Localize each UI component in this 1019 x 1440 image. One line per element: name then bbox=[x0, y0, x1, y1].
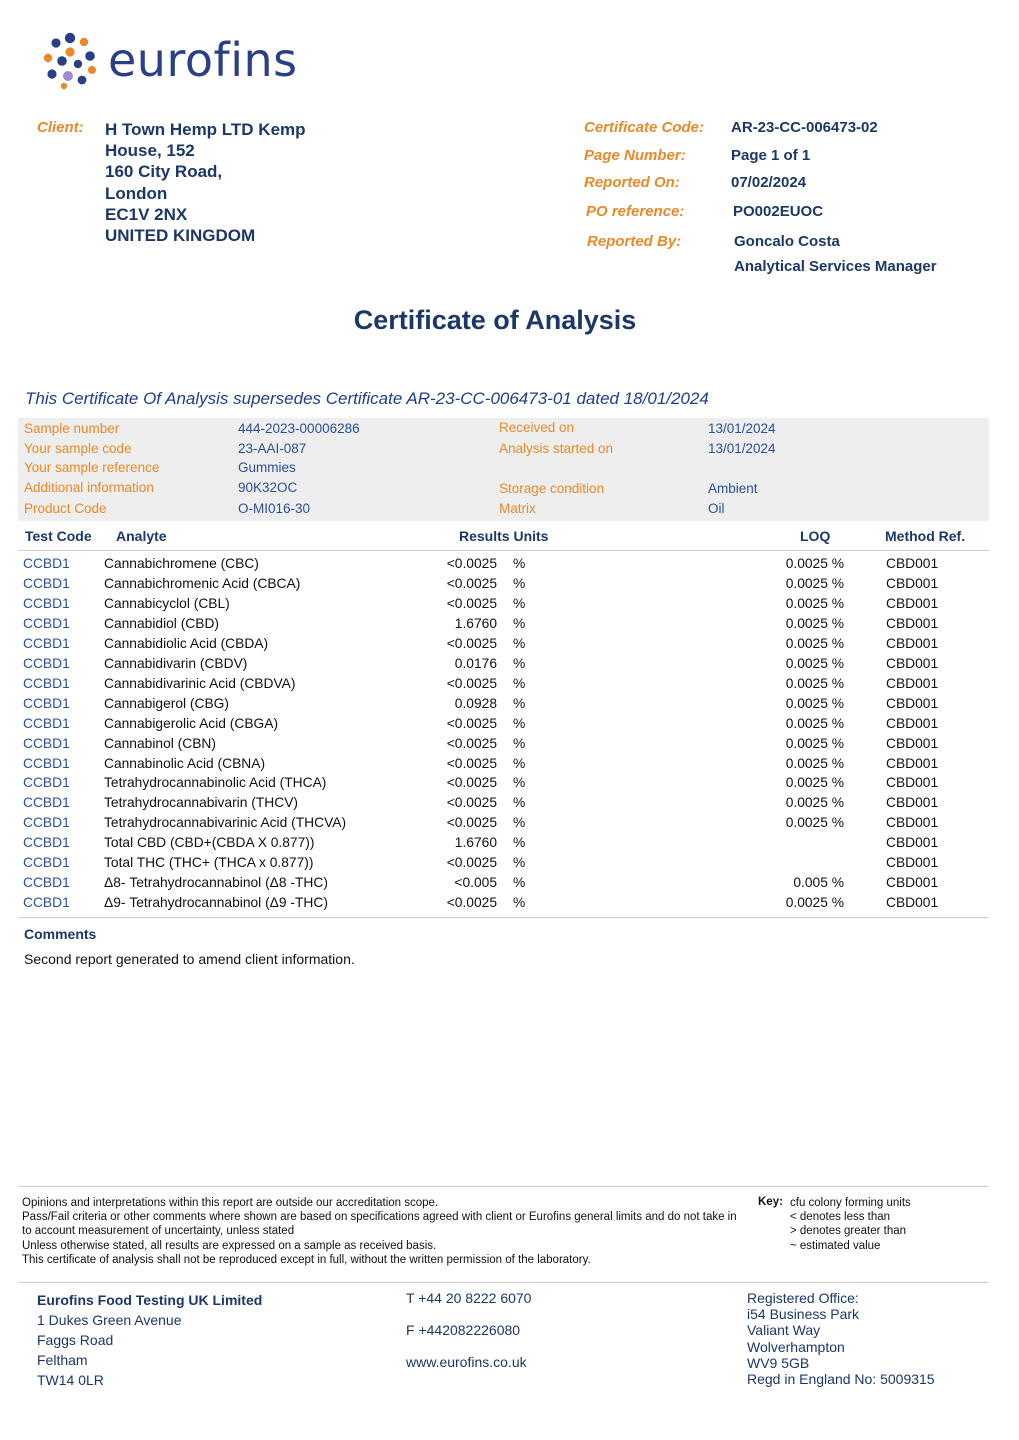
cell-result: <0.005 bbox=[454, 875, 497, 891]
registered-office-line: Wolverhampton bbox=[747, 1338, 845, 1355]
cell-test-code: CCBD1 bbox=[23, 835, 70, 851]
comments-heading: Comments bbox=[24, 926, 97, 942]
cell-test-code: CCBD1 bbox=[23, 635, 70, 651]
cell-unit: % bbox=[513, 775, 526, 791]
reported-by: Goncalo Costa bbox=[734, 233, 840, 250]
reported-on-label: Reported On: bbox=[584, 174, 680, 191]
lab-address-line: Faggs Road bbox=[37, 1332, 114, 1348]
key-legend bbox=[790, 1196, 911, 1253]
th-method-ref: Method Ref. bbox=[885, 528, 966, 544]
cell-unit: % bbox=[513, 695, 526, 711]
cell-loq: 0.0025 % bbox=[785, 655, 844, 671]
cell-loq: 0.0025 % bbox=[785, 895, 844, 911]
table-row bbox=[0, 636, 1019, 656]
storage-condition-label: Storage condition bbox=[499, 481, 605, 496]
table-row bbox=[0, 875, 1019, 895]
registered-office-line: Valiant Way bbox=[747, 1322, 821, 1339]
cell-analyte: Cannabinol (CBN) bbox=[104, 735, 216, 751]
cell-unit: % bbox=[513, 795, 526, 811]
lab-phone: T +44 20 8222 6070 bbox=[406, 1290, 532, 1306]
lab-address bbox=[37, 1290, 262, 1390]
reported-by-role: Analytical Services Manager bbox=[734, 258, 937, 275]
th-test-code: Test Code bbox=[25, 528, 92, 544]
your-sample-reference-label: Your sample reference bbox=[24, 460, 160, 475]
client-label: Client: bbox=[37, 119, 84, 136]
cell-loq: 0.0025 % bbox=[785, 635, 844, 651]
po-reference: PO002EUOC bbox=[733, 203, 824, 220]
cell-result: 1.6760 bbox=[454, 835, 497, 851]
lab-website-link[interactable]: www.eurofins.co.uk bbox=[406, 1354, 527, 1370]
your-sample-code-label: Your sample code bbox=[24, 441, 132, 456]
cell-test-code: CCBD1 bbox=[23, 575, 70, 591]
certificate-code-label: Certificate Code: bbox=[584, 119, 705, 136]
table-row bbox=[0, 696, 1019, 716]
table-row bbox=[0, 855, 1019, 875]
sample-info-box bbox=[18, 418, 989, 521]
cell-loq: 0.0025 % bbox=[785, 735, 844, 751]
key-line: cfu colony forming units bbox=[790, 1197, 911, 1209]
cell-analyte: Δ8- Tetrahydrocannabinol (Δ8 -THC) bbox=[104, 875, 328, 891]
cell-method-ref: CBD001 bbox=[886, 755, 939, 771]
cell-result: <0.0025 bbox=[446, 715, 497, 731]
cell-method-ref: CBD001 bbox=[886, 575, 939, 591]
registered-office-line: WV9 5GB bbox=[747, 1354, 810, 1371]
th-results-units: Results Units bbox=[459, 528, 549, 544]
cell-method-ref: CBD001 bbox=[886, 795, 939, 811]
cell-result: <0.0025 bbox=[446, 675, 497, 691]
cell-unit: % bbox=[513, 815, 526, 831]
cell-analyte: Tetrahydrocannabinolic Acid (THCA) bbox=[104, 775, 327, 791]
cell-loq: 0.0025 % bbox=[785, 815, 844, 831]
page-title: Certificate of Analysis bbox=[353, 305, 637, 335]
key-line: < denotes less than bbox=[790, 1211, 891, 1224]
cell-test-code: CCBD1 bbox=[23, 795, 70, 811]
cell-result: 0.0928 bbox=[454, 695, 497, 711]
cell-loq: 0.0025 % bbox=[785, 556, 844, 571]
cell-result: <0.0025 bbox=[446, 575, 497, 591]
cell-method-ref: CBD001 bbox=[886, 635, 939, 651]
cell-analyte: Cannabidiolic Acid (CBDA) bbox=[104, 635, 269, 651]
cell-result: <0.0025 bbox=[446, 735, 497, 751]
cell-result: 0.0176 bbox=[454, 655, 497, 671]
cell-result: <0.0025 bbox=[446, 795, 497, 811]
cell-method-ref: CBD001 bbox=[886, 715, 939, 731]
cell-test-code: CCBD1 bbox=[23, 875, 70, 891]
your-sample-reference: Gummies bbox=[238, 460, 296, 475]
received-on: 13/01/2024 bbox=[708, 421, 776, 436]
cell-unit: % bbox=[513, 615, 526, 631]
cell-unit: % bbox=[513, 575, 526, 591]
cell-analyte: Δ9- Tetrahydrocannabinol (Δ9 -THC) bbox=[104, 895, 328, 911]
cell-unit: % bbox=[513, 895, 526, 911]
cell-method-ref: CBD001 bbox=[886, 595, 939, 611]
cell-result: <0.0025 bbox=[446, 635, 497, 651]
sample-number: 444-2023-00006286 bbox=[238, 421, 360, 436]
cell-analyte: Cannabigerol (CBG) bbox=[104, 695, 229, 711]
cell-test-code: CCBD1 bbox=[23, 675, 70, 691]
your-sample-code: 23-AAI-087 bbox=[238, 441, 307, 456]
cell-result: 1.6760 bbox=[454, 615, 497, 631]
reported-on: 07/02/2024 bbox=[731, 174, 807, 191]
cell-analyte: Tetrahydrocannabivarin (THCV) bbox=[104, 795, 298, 811]
cell-test-code: CCBD1 bbox=[23, 695, 70, 711]
cell-unit: % bbox=[513, 715, 526, 731]
table-row bbox=[0, 556, 1019, 576]
table-row bbox=[0, 795, 1019, 815]
cell-unit: % bbox=[513, 835, 526, 851]
disclaimer-line: Unless otherwise stated, all results are expressed on a sample as received basis. bbox=[22, 1239, 437, 1252]
page-number-label: Page Number: bbox=[584, 147, 686, 164]
key-label: Key: bbox=[758, 1196, 783, 1208]
product-code: O-MI016-30 bbox=[238, 501, 311, 516]
table-row bbox=[0, 656, 1019, 676]
table-row bbox=[0, 676, 1019, 696]
logo-wordmark: eurofins bbox=[108, 33, 298, 87]
cell-analyte: Cannabidivarinic Acid (CBDVA) bbox=[104, 675, 296, 691]
lab-address-line: Feltham bbox=[37, 1352, 88, 1368]
cell-loq: 0.0025 % bbox=[785, 595, 844, 611]
reported-by-label: Reported By: bbox=[587, 233, 682, 250]
client-address-line: 160 City Road, bbox=[105, 162, 223, 182]
cell-loq: 0.0025 % bbox=[785, 775, 844, 791]
cell-unit: % bbox=[513, 755, 526, 771]
sample-number-label: Sample number bbox=[24, 421, 120, 436]
disclaimer-line: This certificate of analysis shall not be reproduced except in full, without the written permission of the laboratory. bbox=[22, 1253, 591, 1266]
disclaimer bbox=[22, 1196, 747, 1267]
cell-test-code: CCBD1 bbox=[23, 755, 70, 771]
cell-loq: 0.0025 % bbox=[785, 575, 844, 591]
page-number: Page 1 of 1 bbox=[731, 147, 811, 164]
cell-loq: 0.0025 % bbox=[785, 695, 844, 711]
storage-condition: Ambient bbox=[708, 481, 758, 496]
cell-unit: % bbox=[513, 556, 526, 571]
client-address-line: EC1V 2NX bbox=[105, 204, 188, 224]
cell-method-ref: CBD001 bbox=[886, 775, 939, 791]
client-address bbox=[105, 119, 306, 246]
cell-unit: % bbox=[513, 675, 526, 691]
cell-method-ref: CBD001 bbox=[886, 875, 939, 891]
table-row bbox=[0, 716, 1019, 736]
cell-loq: 0.0025 % bbox=[785, 795, 844, 811]
registered-office-line: Regd in England No: 5009315 bbox=[747, 1371, 935, 1388]
cell-test-code: CCBD1 bbox=[23, 595, 70, 611]
cell-analyte: Cannabichromenic Acid (CBCA) bbox=[104, 575, 301, 591]
key-line: > denotes greater than bbox=[790, 1225, 907, 1238]
cell-method-ref: CBD001 bbox=[886, 855, 939, 871]
table-row bbox=[0, 736, 1019, 756]
comments-text: Second report generated to amend client information. bbox=[24, 951, 355, 967]
matrix-label: Matrix bbox=[499, 501, 536, 516]
table-row bbox=[0, 576, 1019, 596]
po-reference-label: PO reference: bbox=[586, 203, 685, 220]
cell-method-ref: CBD001 bbox=[886, 815, 939, 831]
client-address-line: UNITED KINGDOM bbox=[105, 226, 256, 246]
lab-address-line: 1 Dukes Green Avenue bbox=[37, 1312, 182, 1328]
table-row bbox=[0, 616, 1019, 636]
table-row bbox=[0, 835, 1019, 855]
supersedes-notice: This Certificate Of Analysis supersedes Certificate AR-23-CC-006473-01 dated 18/01/2024 bbox=[25, 389, 709, 408]
client-address-line: London bbox=[105, 183, 168, 203]
registered-office bbox=[747, 1290, 935, 1387]
cell-analyte: Cannabichromene (CBC) bbox=[104, 556, 259, 571]
cell-unit: % bbox=[513, 855, 526, 871]
cell-unit: % bbox=[513, 595, 526, 611]
cell-test-code: CCBD1 bbox=[23, 655, 70, 671]
table-row bbox=[0, 756, 1019, 776]
cell-method-ref: CBD001 bbox=[886, 695, 939, 711]
product-code-label: Product Code bbox=[24, 501, 107, 516]
cell-unit: % bbox=[513, 655, 526, 671]
table-row bbox=[0, 895, 1019, 915]
matrix: Oil bbox=[708, 501, 725, 516]
cell-method-ref: CBD001 bbox=[886, 835, 939, 851]
cell-method-ref: CBD001 bbox=[886, 655, 939, 671]
disclaimer-line: Pass/Fail criteria or other comments where shown are based on specifications agreed with client or Eurofins general limits and do not take in to account measurement of uncertainty, unless stated bbox=[22, 1211, 737, 1238]
client-address-line: H Town Hemp LTD Kemp bbox=[105, 120, 306, 139]
cell-test-code: CCBD1 bbox=[23, 815, 70, 831]
th-loq: LOQ bbox=[800, 528, 831, 544]
cell-analyte: Total THC (THC+ (THCA x 0.877)) bbox=[104, 855, 314, 871]
lab-address-line: TW14 0LR bbox=[37, 1372, 104, 1388]
cell-analyte: Cannabinolic Acid (CBNA) bbox=[104, 755, 266, 771]
cell-analyte: Cannabicyclol (CBL) bbox=[104, 595, 230, 611]
cell-test-code: CCBD1 bbox=[23, 735, 70, 751]
footer-divider-top bbox=[18, 1186, 989, 1187]
cell-test-code: CCBD1 bbox=[23, 715, 70, 731]
table-end-divider bbox=[18, 917, 989, 918]
analysis-started: 13/01/2024 bbox=[708, 441, 776, 456]
received-on-label: Received on bbox=[499, 420, 575, 435]
cell-analyte: Tetrahydrocannabivarinic Acid (THCVA) bbox=[104, 815, 347, 831]
cell-loq: 0.0025 % bbox=[785, 755, 844, 771]
client-address-line: House, 152 bbox=[105, 141, 195, 161]
table-row bbox=[0, 775, 1019, 795]
disclaimer-line: Opinions and interpretations within this report are outside our accreditation scope. bbox=[22, 1197, 439, 1209]
cell-test-code: CCBD1 bbox=[23, 895, 70, 911]
additional-information: 90K32OC bbox=[238, 480, 298, 495]
cell-result: <0.0025 bbox=[446, 595, 497, 611]
cell-analyte: Total CBD (CBD+(CBDA X 0.877)) bbox=[104, 835, 315, 851]
cell-test-code: CCBD1 bbox=[23, 556, 70, 571]
cell-analyte: Cannabidivarin (CBDV) bbox=[104, 655, 248, 671]
cell-analyte: Cannabigerolic Acid (CBGA) bbox=[104, 715, 279, 731]
additional-information-label: Additional information bbox=[24, 480, 154, 495]
cell-method-ref: CBD001 bbox=[886, 735, 939, 751]
cell-loq: 0.0025 % bbox=[785, 715, 844, 731]
footer-divider-bottom bbox=[18, 1282, 989, 1283]
cell-result: <0.0025 bbox=[446, 855, 497, 871]
table-row bbox=[0, 596, 1019, 616]
cell-result: <0.0025 bbox=[446, 775, 497, 791]
registered-office-line: Registered Office: bbox=[747, 1290, 859, 1306]
table-row bbox=[0, 815, 1019, 835]
cell-method-ref: CBD001 bbox=[886, 615, 939, 631]
cell-method-ref: CBD001 bbox=[886, 675, 939, 691]
registered-office-line: i54 Business Park bbox=[747, 1306, 860, 1323]
cell-method-ref: CBD001 bbox=[886, 556, 939, 571]
eurofins-dots-icon bbox=[40, 30, 100, 90]
th-analyte: Analyte bbox=[116, 528, 167, 544]
table-header-divider bbox=[18, 550, 989, 551]
cell-test-code: CCBD1 bbox=[23, 615, 70, 631]
lab-fax: F +442082226080 bbox=[406, 1322, 521, 1338]
cell-result: <0.0025 bbox=[446, 556, 497, 571]
lab-company-name: Eurofins Food Testing UK Limited bbox=[37, 1292, 263, 1308]
cell-analyte: Cannabidiol (CBD) bbox=[104, 615, 220, 631]
cell-loq: 0.005 % bbox=[793, 875, 844, 891]
cell-method-ref: CBD001 bbox=[886, 895, 939, 911]
cell-test-code: CCBD1 bbox=[23, 855, 70, 871]
cell-unit: % bbox=[513, 635, 526, 651]
eurofins-logo bbox=[40, 30, 298, 90]
cell-test-code: CCBD1 bbox=[23, 775, 70, 791]
cell-unit: % bbox=[513, 875, 526, 891]
cell-result: <0.0025 bbox=[446, 755, 497, 771]
cell-unit: % bbox=[513, 735, 526, 751]
cell-loq: 0.0025 % bbox=[785, 615, 844, 631]
key-line: ~ estimated value bbox=[790, 1239, 881, 1252]
cell-loq: 0.0025 % bbox=[785, 675, 844, 691]
cell-result: <0.0025 bbox=[446, 895, 497, 911]
certificate-code: AR-23-CC-006473-02 bbox=[731, 119, 878, 136]
cell-result: <0.0025 bbox=[446, 815, 497, 831]
analysis-started-label: Analysis started on bbox=[499, 441, 614, 456]
